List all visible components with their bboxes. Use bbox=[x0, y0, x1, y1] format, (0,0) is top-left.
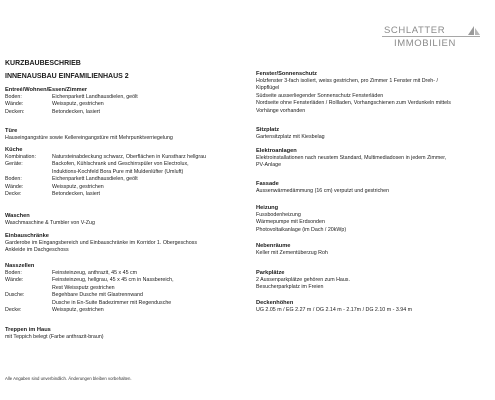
left-section bbox=[5, 146, 249, 198]
section-text: Waschmaschine & Tumbler von V-Zug bbox=[5, 220, 95, 226]
company-logo bbox=[382, 25, 482, 55]
spec-key: Kombination: bbox=[5, 154, 36, 160]
section-text: Garderobe im Eingangsbereich und Einbauschränke im Korridor 1. Obergeschoss bbox=[5, 240, 197, 246]
spec-row bbox=[5, 169, 249, 176]
disclaimer: Alle Angaben sind unverbindlich. Änderungen bleiben vorbehalten. bbox=[5, 376, 132, 381]
spec-row bbox=[5, 94, 249, 101]
spec-key: Wände: bbox=[5, 277, 24, 284]
section-heading: Nasszellen bbox=[5, 263, 35, 269]
section-heading: Treppen im Haus bbox=[5, 327, 51, 333]
right-section bbox=[256, 147, 492, 170]
spec-value: Rest Weissputz gestrichen bbox=[52, 284, 115, 291]
section-text: Südseite ausserliegender Sonnenschutz Fensterläden bbox=[256, 92, 384, 99]
left-section bbox=[5, 326, 249, 341]
spec-value: Weissputz, gestrichen bbox=[52, 101, 104, 108]
right-section bbox=[256, 180, 492, 195]
spec-value: Natursteinabdeckung schwarz, Oberflächen in Kunstharz hellgrau bbox=[52, 154, 206, 160]
section-text: Keller mit Zementüberzug Roh bbox=[256, 250, 328, 256]
section-text: Aussenwärmedämmung (16 cm) verputzt und gestrichen bbox=[256, 188, 390, 194]
spec-key: Geräte: bbox=[5, 161, 23, 168]
spec-row bbox=[5, 184, 249, 191]
right-section bbox=[256, 70, 492, 115]
spec-row bbox=[5, 109, 249, 116]
right-section bbox=[256, 242, 492, 257]
right-section bbox=[256, 126, 492, 141]
spec-value: Betondecken, lasiert bbox=[52, 108, 100, 115]
spec-key: Boden: bbox=[5, 94, 22, 100]
spec-key: Boden: bbox=[5, 176, 22, 183]
section-heading: Nebenräume bbox=[256, 243, 291, 249]
spec-key bbox=[5, 300, 52, 307]
left-section bbox=[5, 212, 249, 227]
section-heading: Entreé/Wohnen/Essen/Zimmer bbox=[5, 87, 88, 93]
document-title: KURZBAUBESCHRIEB bbox=[5, 60, 81, 67]
spec-key bbox=[5, 169, 52, 176]
section-heading: Küche bbox=[5, 147, 23, 153]
left-section bbox=[5, 127, 249, 142]
section-text: PV-Anlage bbox=[256, 162, 282, 169]
spec-row bbox=[5, 285, 249, 292]
section-text: Vorhänge vorhanden bbox=[256, 107, 306, 114]
spec-key: Wände: bbox=[5, 101, 24, 108]
sail-icon bbox=[466, 25, 482, 38]
spec-value: Feinsteinzeug, hellgrau, 45 x 45 cm in Nassbereich, bbox=[52, 277, 174, 284]
spec-value: Weissputz, gestrichen bbox=[52, 183, 104, 190]
spec-key: Decken: bbox=[5, 108, 25, 115]
right-section bbox=[256, 204, 492, 234]
section-main-title: INNENAUSBAU EINFAMILIENHAUS 2 bbox=[5, 73, 129, 80]
section-text: Elektroinstallationen nach neustem Standard, Multimediadosen in jedem Zimmer, bbox=[256, 155, 447, 161]
section-text: Gartensitzplatz mit Kiesbelag bbox=[256, 134, 325, 140]
right-section bbox=[256, 299, 492, 314]
spec-key bbox=[5, 285, 52, 292]
spec-row bbox=[5, 277, 249, 284]
spec-row bbox=[5, 307, 249, 314]
spec-key: Dusche: bbox=[5, 292, 25, 299]
spec-value: Begehbare Dusche mit Glastrennwand bbox=[52, 292, 143, 299]
section-heading: Fassade bbox=[256, 181, 279, 187]
section-text: Kippflügel bbox=[256, 85, 280, 92]
spec-value: Weissputz, gestrichen bbox=[52, 307, 104, 314]
section-text: 2 Aussenparkplätze gehören zum Haus. bbox=[256, 277, 350, 283]
section-heading: Sitzplatz bbox=[256, 127, 280, 133]
spec-key: Decke: bbox=[5, 307, 22, 314]
spec-row bbox=[5, 101, 249, 108]
spec-value: Eichenparkett Landhausdielen, geölt bbox=[52, 94, 138, 100]
section-text: UG 2.05 m / EG 2.27 m / OG 2.14 m - 2.17m / DG 2.10 m - 3.94 m bbox=[256, 307, 413, 313]
spec-key: Decke: bbox=[5, 191, 22, 198]
logo-line1: SCHLATTER bbox=[384, 25, 446, 36]
spec-row bbox=[5, 300, 249, 307]
spec-value: Backofen, Kühlschrank und Geschirrspüler von Electrolux, bbox=[52, 161, 189, 168]
section-heading: Waschen bbox=[5, 213, 30, 219]
left-section bbox=[5, 232, 249, 255]
spec-row bbox=[5, 154, 249, 161]
left-section bbox=[5, 86, 249, 116]
section-heading: Elektroanlagen bbox=[256, 148, 297, 154]
spec-row bbox=[5, 161, 249, 168]
spec-value: Induktions-Kochfeld Bora Pure mit Muldenlüfter (Umluft) bbox=[52, 168, 184, 175]
section-text: mit Teppich belegt (Farbe anthrazit-braun) bbox=[5, 334, 104, 340]
spec-value: Betondecken, lasiert bbox=[52, 191, 100, 198]
logo-line2: IMMOBILIEN bbox=[394, 38, 456, 49]
section-text: Besucherparkplatz im Freien bbox=[256, 284, 324, 291]
section-text: Fussbodenheizung bbox=[256, 212, 301, 218]
spec-key: Wände: bbox=[5, 183, 24, 190]
section-text: Photovoltaikanlage (im Dach / 20kWp) bbox=[256, 226, 347, 233]
section-heading: Parkplätze bbox=[256, 270, 285, 276]
section-heading: Heizung bbox=[256, 205, 279, 211]
section-heading: Fenster/Sonnenschutz bbox=[256, 71, 317, 77]
right-section bbox=[256, 269, 492, 292]
section-text: Ankleide im Dachgeschoss bbox=[5, 247, 69, 254]
section-heading: Deckenhöhen bbox=[256, 300, 294, 306]
section-heading: Türe bbox=[5, 128, 18, 134]
section-text: Holzfenster 3-fach isoliert, weiss gestrichen, pro Zimmer 1 Fenster mit Dreh- / bbox=[256, 78, 438, 84]
spec-key: Boden: bbox=[5, 270, 22, 276]
left-section bbox=[5, 262, 249, 314]
section-text: Nordseite ohne Fensterläden / Rollladen, Vorhangschienen zum Verdunkeln mittels bbox=[256, 100, 451, 107]
section-text: Hauseingangstüre sowie Kellereingangstüre mit Mehrpunktverriegelung bbox=[5, 135, 173, 141]
spec-value: Dusche in En-Suite Badezimmer mit Regendusche bbox=[52, 299, 172, 306]
spec-row bbox=[5, 176, 249, 183]
spec-value: Feinsteinzeug, anthrazit, 45 x 45 cm bbox=[52, 270, 138, 276]
spec-row bbox=[5, 292, 249, 299]
spec-value: Eichenparkett Landhausdielen, geölt bbox=[52, 176, 138, 183]
section-heading: Einbauschränke bbox=[5, 233, 49, 239]
spec-row bbox=[5, 191, 249, 198]
spec-row bbox=[5, 270, 249, 277]
section-text: Wärmepumpe mit Erdsonden bbox=[256, 219, 325, 226]
